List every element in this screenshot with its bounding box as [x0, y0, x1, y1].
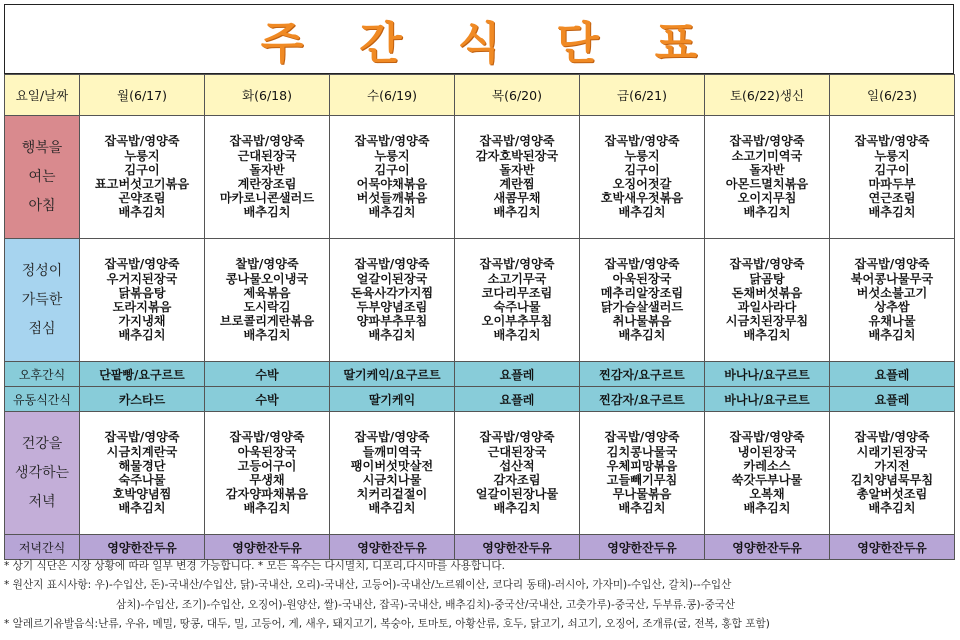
menu-cell [705, 116, 830, 239]
snack-cell: 영양한잔두유 [205, 535, 330, 560]
menu-item: 계란찜 [499, 177, 535, 191]
snack-cell: 영양한잔두유 [80, 535, 205, 560]
menu-item: 시금치나물 [362, 473, 422, 487]
menu-item: 배추김치 [868, 501, 916, 516]
menu-item: 배추김치 [243, 205, 291, 220]
menu-item: 배추김치 [868, 328, 916, 343]
label-line: 아침 [28, 197, 56, 214]
menu-item: 배추김치 [743, 501, 791, 516]
menu-item: 치커리겉절이 [356, 487, 428, 502]
day-header: 수(6/19) [330, 75, 455, 116]
menu-sheet [4, 4, 954, 560]
snack-cell: 수박 [205, 387, 330, 412]
menu-item: 제육볶음 [243, 285, 291, 300]
menu-item: 마카로니콘샐러드 [219, 191, 315, 206]
breakfast-label [5, 116, 80, 239]
label-line: 생각하는 [14, 464, 70, 481]
note-line: * 알레르기유발음식:난류, 우유, 메밀, 땅콩, 대두, 밀, 고등어, 게, 새우, 돼지고기, 복숭아, 토마토, 아황산류, 호두, 닭고기, 쇠고기, 오징어, 조개류(굴, 전복, 홍합 포함) [4, 618, 770, 631]
menu-item: 감자호박된장국 [475, 148, 559, 163]
menu-item: 오징어젓갈 [612, 177, 672, 191]
snack-cell: 카스타드 [80, 387, 205, 412]
header-corner: 요일/날짜 [5, 75, 80, 116]
page-title: 주간식단표 [260, 18, 754, 69]
menu-item: 배추김치 [743, 205, 791, 220]
snack-cell: 요플레 [455, 387, 580, 412]
menu-item: 잡곡밥/영양죽 [229, 430, 305, 445]
menu-item: 오이지무침 [737, 191, 797, 206]
snack-cell: 딸기케익/요구르트 [330, 362, 455, 387]
menu-item: 배추김치 [118, 205, 166, 220]
label-line: 여는 [28, 168, 56, 185]
menu-cell [80, 412, 205, 535]
snack-cell: 찐감자/요구르트 [580, 387, 705, 412]
menu-cell [330, 116, 455, 239]
label-line: 행복을 [21, 139, 63, 156]
menu-cell [455, 116, 580, 239]
menu-item: 들깨미역국 [362, 444, 422, 459]
evening_snack-label: 저녁간식 [5, 535, 80, 560]
notes [4, 557, 954, 635]
menu-item: 배추김치 [493, 328, 541, 343]
menu-item: 배추김치 [368, 501, 416, 516]
menu-item: 근대된장국 [487, 444, 547, 459]
menu-item: 시금치된장무침 [725, 314, 809, 329]
menu-item: 김치양념묵무침 [850, 473, 934, 487]
menu-item: 취나물볶음 [612, 314, 672, 329]
menu-item: 가지전 [874, 458, 910, 473]
menu-item: 버섯소불고기 [856, 285, 928, 300]
title-banner [4, 4, 954, 74]
menu-item: 호박양념찜 [112, 487, 172, 502]
menu-item: 카레소스 [743, 458, 791, 473]
menu-cell [205, 239, 330, 362]
menu-item: 시래기된장국 [856, 444, 928, 459]
menu-item: 잡곡밥/영양죽 [604, 430, 680, 445]
day-header: 일(6/23) [830, 75, 955, 116]
dinner-row [5, 412, 955, 535]
snack-cell: 바나나/요구르트 [705, 362, 830, 387]
menu-item: 김구이 [624, 162, 660, 177]
menu-item: 도시락김 [243, 300, 291, 314]
menu-item: 돌자반 [749, 162, 785, 177]
menu-item: 잡곡밥/영양죽 [729, 134, 805, 149]
day-header: 목(6/20) [455, 75, 580, 116]
menu-item: 무나물볶음 [612, 487, 672, 502]
snack-cell: 영양한잔두유 [580, 535, 705, 560]
menu-item: 북어콩나물무국 [850, 271, 934, 286]
day-header: 토(6/22)생신 [705, 75, 830, 116]
menu-cell [330, 412, 455, 535]
menu-item: 김치콩나물국 [606, 444, 678, 459]
menu-item: 잡곡밥/영양죽 [854, 257, 930, 272]
menu-item: 양파부추무침 [356, 314, 428, 329]
menu-item: 잡곡밥/영양죽 [354, 134, 430, 149]
menu-item: 소고기미역국 [731, 148, 803, 163]
menu-item: 근대된장국 [237, 148, 297, 163]
menu-cell [580, 239, 705, 362]
menu-item: 잡곡밥/영양죽 [104, 430, 180, 445]
note-line: 삼치)-수입산, 조기)-수입산, 오징어)-원양산, 쌀)-국내산, 잡곡)-국내산, 배추김치)-중국산/국내산, 고춧가루)-중국산, 두부류.콩)-중국산 [116, 598, 736, 611]
liquid_snack-row [5, 387, 955, 412]
menu-cell [80, 116, 205, 239]
menu-item: 과일사라다 [737, 300, 797, 314]
menu-item: 배추김치 [618, 501, 666, 516]
menu-item: 김구이 [874, 162, 910, 177]
menu-item: 총알버섯조림 [856, 487, 928, 502]
menu-item: 시금치계란국 [106, 444, 178, 459]
label-line: 가득한 [21, 291, 63, 308]
snack-cell: 찐감자/요구르트 [580, 362, 705, 387]
menu-item: 배추김치 [243, 328, 291, 343]
menu-item: 잡곡밥/영양죽 [354, 257, 430, 272]
menu-item: 누룽지 [374, 148, 410, 163]
breakfast-row [5, 116, 955, 239]
menu-item: 곤약조림 [118, 191, 166, 206]
note-line: * 원산지 표시사항: 우)-수입산, 돈)-국내산/수입산, 닭)-국내산, 오리)-국내산, 고등어)-국내산/노르웨이산, 코다리 동태)-러시아, 가자미)-수입산, 갈치)--수입산 [4, 579, 732, 592]
menu-item: 김구이 [374, 162, 410, 177]
menu-item: 잡곡밥/영양죽 [104, 257, 180, 272]
snack-cell: 수박 [205, 362, 330, 387]
day-header: 화(6/18) [205, 75, 330, 116]
menu-item: 배추김치 [868, 205, 916, 220]
snack-cell: 바나나/요구르트 [705, 387, 830, 412]
menu-item: 무생채 [249, 473, 285, 487]
menu-cell [205, 412, 330, 535]
menu-item: 오이부추무침 [481, 314, 553, 329]
menu-item: 마파두부 [868, 177, 916, 191]
menu-item: 누룽지 [624, 148, 660, 163]
menu-item: 배추김치 [618, 205, 666, 220]
menu-item: 잡곡밥/영양죽 [229, 134, 305, 149]
menu-item: 계란장조림 [237, 177, 297, 191]
menu-item: 버섯들깨볶음 [356, 191, 428, 206]
menu-item: 콩나물오이냉국 [225, 271, 309, 286]
note-line: * 상기 식단은 시장 상황에 따라 일부 변경 가능합니다. * 모든 육수는 다시멸치, 디포리,다시마를 사용합니다. [4, 560, 506, 572]
menu-item: 닭볶음탕 [118, 285, 166, 300]
menu-item: 우거지된장국 [106, 271, 178, 286]
menu-item: 잡곡밥/영양죽 [729, 257, 805, 272]
snack-cell: 요플레 [455, 362, 580, 387]
menu-item: 표고버섯고기볶음 [94, 177, 190, 191]
menu-cell [330, 239, 455, 362]
menu-cell [455, 239, 580, 362]
menu-item: 잡곡밥/영양죽 [479, 430, 555, 445]
menu-item: 얼갈이된장국 [356, 271, 428, 286]
menu-item: 배추김치 [493, 501, 541, 516]
menu-item: 새콤무채 [493, 191, 541, 206]
snack-cell: 딸기케익 [330, 387, 455, 412]
menu-item: 팽이버섯맛살전 [350, 458, 434, 473]
menu-cell [80, 239, 205, 362]
menu-item: 돌자반 [249, 162, 285, 177]
menu-item: 배추김치 [493, 205, 541, 220]
menu-item: 누룽지 [874, 148, 910, 163]
snack-cell: 영양한잔두유 [330, 535, 455, 560]
menu-item: 두부양념조림 [356, 300, 428, 314]
menu-item: 배추김치 [743, 328, 791, 343]
evening_snack-row [5, 535, 955, 560]
afternoon_snack-row [5, 362, 955, 387]
menu-item: 우체피망볶음 [606, 458, 678, 473]
snack-cell: 영양한잔두유 [705, 535, 830, 560]
header-row [5, 75, 955, 116]
menu-item: 감자양파채볶음 [225, 487, 309, 502]
menu-cell [455, 412, 580, 535]
menu-cell [580, 412, 705, 535]
day-header: 월(6/17) [80, 75, 205, 116]
menu-item: 쑥갓두부나물 [731, 473, 803, 487]
menu-item: 연근조림 [868, 191, 916, 206]
menu-item: 잡곡밥/영양죽 [854, 430, 930, 445]
menu-cell [830, 116, 955, 239]
menu-item: 잡곡밥/영양죽 [604, 134, 680, 149]
menu-item: 감자조림 [493, 473, 541, 487]
menu-item: 가지냉채 [118, 314, 166, 329]
menu-item: 배추김치 [368, 328, 416, 343]
menu-item: 메추리알장조림 [600, 285, 684, 300]
menu-item: 오복채 [749, 487, 785, 502]
lunch-row [5, 239, 955, 362]
liquid_snack-label: 유동식간식 [5, 387, 80, 412]
menu-cell [830, 239, 955, 362]
menu-item: 돌자반 [499, 162, 535, 177]
snack-cell: 단팥빵/요구르트 [80, 362, 205, 387]
menu-item: 잡곡밥/영양죽 [354, 430, 430, 445]
menu-item: 배추김치 [243, 501, 291, 516]
menu-item: 아욱된장국 [237, 444, 297, 459]
afternoon_snack-label: 오후간식 [5, 362, 80, 387]
menu-item: 어묵야채볶음 [356, 177, 428, 191]
menu-item: 코다리무조림 [481, 285, 553, 300]
dinner-label [5, 412, 80, 535]
menu-item: 배추김치 [368, 205, 416, 220]
menu-item: 돈채버섯볶음 [731, 285, 803, 300]
menu-cell [580, 116, 705, 239]
menu-item: 아욱된장국 [612, 271, 672, 286]
menu-item: 브로콜리게란볶음 [219, 314, 315, 329]
menu-item: 잡곡밥/영양죽 [729, 430, 805, 445]
snack-cell: 요플레 [830, 387, 955, 412]
snack-cell: 요플레 [830, 362, 955, 387]
menu-item: 유채나물 [868, 314, 916, 329]
menu-item: 섭산적 [499, 458, 535, 473]
menu-item: 숙주나물 [118, 473, 166, 487]
menu-item: 해물경단 [118, 458, 166, 473]
menu-item: 김구이 [124, 162, 160, 177]
menu-item: 잡곡밥/영양죽 [479, 257, 555, 272]
menu-cell [705, 239, 830, 362]
menu-item: 배추김치 [118, 501, 166, 516]
menu-item: 고들빼기무침 [606, 473, 678, 487]
menu-cell [830, 412, 955, 535]
menu-item: 숙주나물 [493, 300, 541, 314]
menu-item: 누룽지 [124, 148, 160, 163]
menu-cell [205, 116, 330, 239]
menu-item: 소고기무국 [487, 271, 547, 286]
menu-item: 배추김치 [618, 328, 666, 343]
menu-item: 돈육사각가지찜 [350, 285, 434, 300]
menu-item: 잡곡밥/영양죽 [104, 134, 180, 149]
menu-item: 호박새우젓볶음 [600, 191, 684, 206]
lunch-label [5, 239, 80, 362]
menu-item: 닭가슴살샐러드 [600, 300, 684, 314]
label-line: 건강을 [21, 435, 63, 452]
label-line: 저녁 [28, 493, 56, 510]
day-header: 금(6/21) [580, 75, 705, 116]
menu-item: 찰밥/영양죽 [235, 257, 299, 272]
menu-item: 도라지볶음 [112, 300, 172, 314]
snack-cell: 영양한잔두유 [455, 535, 580, 560]
label-line: 점심 [28, 320, 56, 337]
menu-item: 상추쌈 [874, 300, 910, 314]
menu-item: 배추김치 [118, 328, 166, 343]
menu-item: 얼갈이된장나물 [475, 487, 559, 502]
menu-table [4, 74, 955, 560]
menu-item: 잡곡밥/영양죽 [479, 134, 555, 149]
menu-item: 고등어구이 [237, 458, 297, 473]
menu-cell [705, 412, 830, 535]
menu-item: 잡곡밥/영양죽 [854, 134, 930, 149]
menu-item: 아몬드멸치볶음 [725, 177, 809, 191]
label-line: 정성이 [21, 262, 63, 279]
menu-item: 닭곰탕 [749, 271, 785, 286]
menu-item: 냉이된장국 [737, 444, 797, 459]
snack-cell: 영양한잔두유 [830, 535, 955, 560]
menu-item: 잡곡밥/영양죽 [604, 257, 680, 272]
